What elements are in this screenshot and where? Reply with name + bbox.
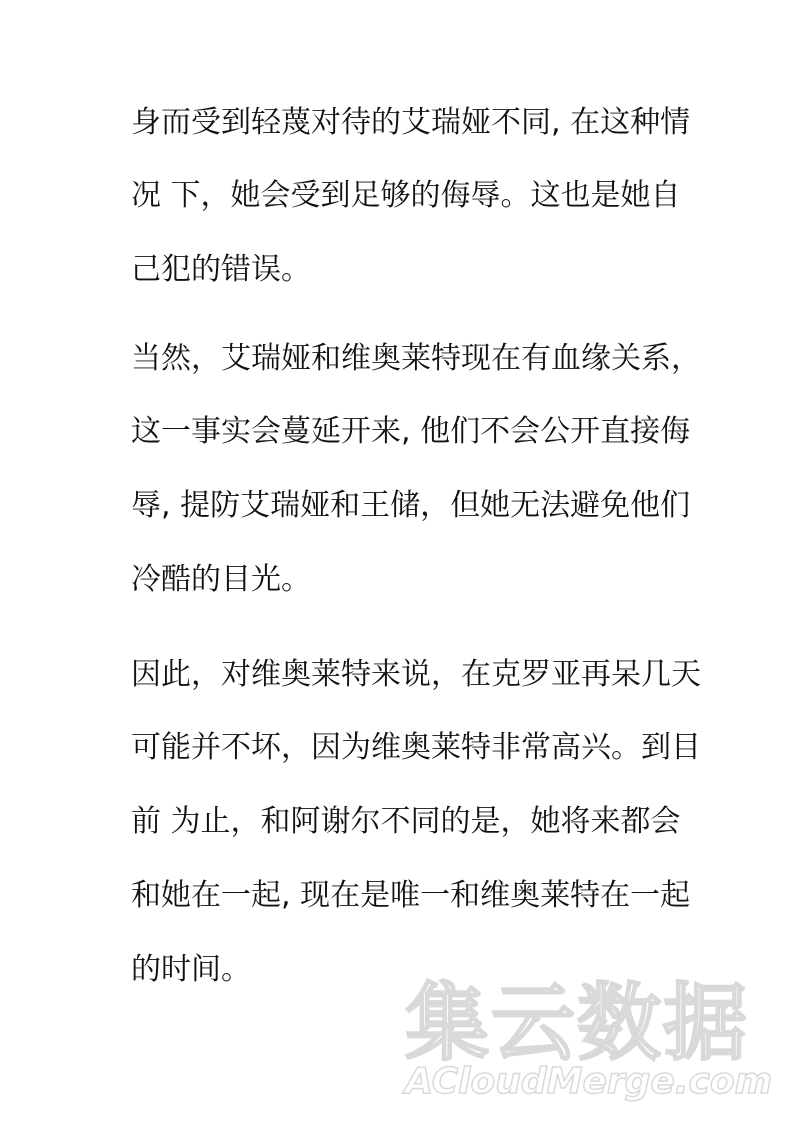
paragraph-1-line-1: 身而受到轻蔑对待的艾瑞娅不同, 在这种情 — [131, 105, 691, 140]
paragraph-2-line-4: 冷酷的目光。 — [131, 562, 311, 597]
paragraph-3-line-5: 的时间。 — [131, 952, 251, 987]
paragraph-1-line-2: 况 下，她会受到足够的侮辱。这也是她自 — [131, 178, 681, 213]
watermark-chinese-text: 集云数据 — [405, 974, 750, 1072]
paragraph-2-line-1: 当然，艾瑞娅和维奥莱特现在有血缘关系， — [131, 341, 701, 376]
paragraph-2-line-2: 这一事实会蔓延开来, 他们不会公开直接侮 — [131, 414, 691, 449]
paragraph-2-line-3: 辱, 提防艾瑞娅和王储，但她无法避免他们 — [131, 488, 691, 523]
paragraph-3-line-2: 可能并不坏，因为维奥莱特非常高兴。到目 — [131, 730, 701, 765]
paragraph-3-line-1: 因此，对维奥莱特来说，在克罗亚再呆几天 — [131, 657, 701, 692]
paragraph-3-line-4: 和她在一起, 现在是唯一和维奥莱特在一起 — [131, 878, 691, 913]
paragraph-1-line-3: 己犯的错误。 — [131, 252, 311, 287]
watermark-english-text: ACloudMerge.com — [405, 1061, 773, 1102]
paragraph-3-line-3: 前 为止，和阿谢尔不同的是，她将来都会 — [131, 804, 681, 839]
watermark — [405, 974, 775, 1108]
